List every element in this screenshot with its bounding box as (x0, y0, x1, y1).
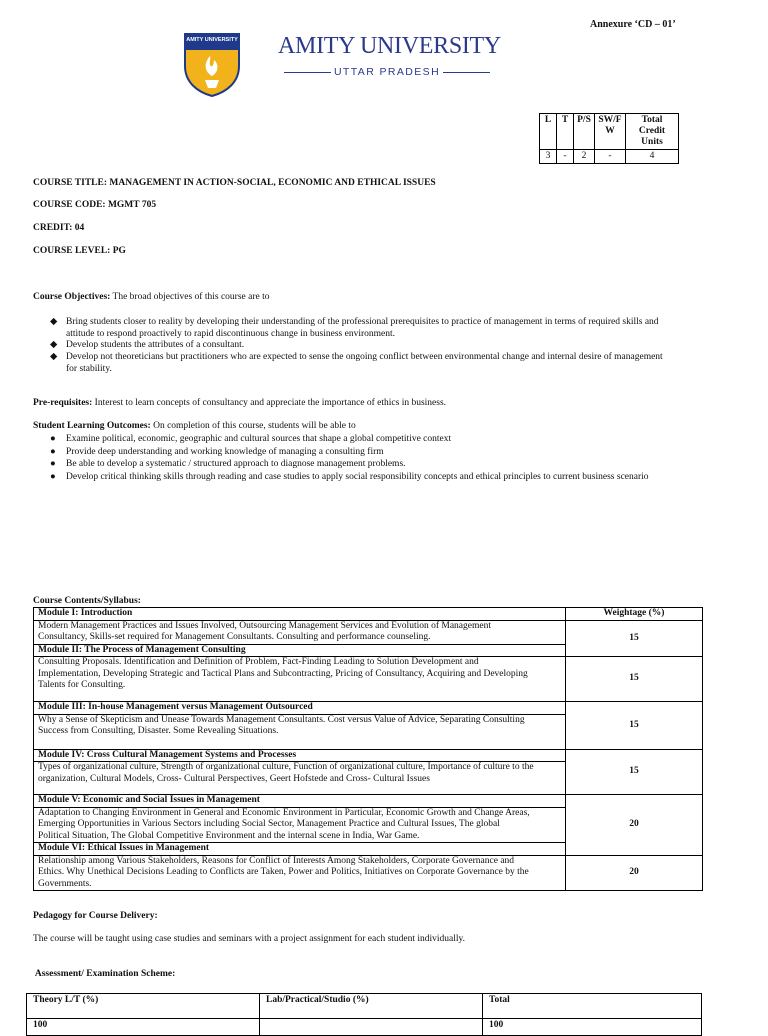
outcome-item: ● Examine political, economic, geographic and cultural sources that shape a global competitive context (50, 434, 452, 444)
course-level: COURSE LEVEL: PG (33, 246, 126, 256)
module-heading: Module IV: Cross Cultural Management Systems and Processes (34, 749, 566, 762)
module-weightage: 20 (566, 795, 703, 856)
round-bullet-icon: ● (50, 447, 56, 457)
module-content-row (34, 620, 703, 644)
assessment-value-theory: 100 (27, 1019, 260, 1036)
course-code: COURSE CODE: MGMT 705 (33, 200, 157, 210)
syllabus-title: Course Contents/Syllabus: (33, 596, 141, 606)
weightage-header: Weightage (%) (566, 608, 703, 621)
round-bullet-icon: ● (50, 459, 56, 469)
syllabus-table (33, 607, 703, 891)
assessment-header-theory: Theory L/T (%) (27, 994, 260, 1019)
module-heading-row (34, 795, 703, 808)
module-heading-row (34, 702, 703, 715)
university-name: AMITY UNIVERSITY (278, 33, 501, 59)
objective-item: ◆ Develop not theoreticians but practitioners who are expected to sense the ongoing conflict between environmental change and internal desire of management (50, 352, 663, 362)
module-content-row (34, 855, 703, 891)
module-weightage: 20 (566, 855, 703, 891)
round-bullet-icon: ● (50, 434, 56, 444)
objectives-intro: The broad objectives of this course are to (110, 292, 270, 302)
assessment-value-total: 100 (483, 1019, 702, 1036)
module-content: Modern Management Practices and Issues Involved, Outsourcing Management Services and Evolution of Management Consultancy, Skills-set required for Management Consultants. Consulting and performance counseling. (34, 620, 566, 644)
module-heading: Module I: Introduction (34, 608, 566, 621)
credit-value-t: - (557, 150, 574, 164)
outcomes-heading (33, 421, 356, 431)
outcome-item: ● Provide deep understanding and working knowledge of managing a consulting firm (50, 447, 384, 457)
module-heading: Module V: Economic and Social Issues in Management (34, 795, 566, 808)
outcome-item: ● Develop critical thinking skills through reading and case studies to apply social responsibility concepts and ethical principles to current business scenario (50, 472, 649, 482)
credit-header-row (540, 114, 679, 150)
module-content: Adaptation to Changing Environment in General and Economic Environment in Particular, Economic Growth and Change Areas, Emerging Opportunities in Various Sectors including Social Sector, Management Practice and Cultural Issues, The global Political Situation, The Global Competitive Environment and the internal scene in India, War Game. (34, 807, 566, 843)
assessment-title: Assessment/ Examination Scheme: (33, 969, 176, 979)
pedagogy-text: The course will be taught using case studies and seminars with a project assignment for each student individually. (33, 934, 466, 944)
location-rule-left (284, 72, 331, 73)
assessment-header-total: Total (483, 994, 702, 1019)
prerequisites (33, 398, 446, 408)
objective-item-continued: for stability. (66, 364, 112, 374)
module-content: Consulting Proposals. Identification and Definition of Problem, Fact-Finding Leading to Solution Development and Implementation, Developing Strategic and Tactical Plans and Subcontracting, Pricing of Consultancy, Acquiring and Developing Talents for Consulting. (34, 657, 566, 702)
module-heading: Module II: The Process of Management Consulting (34, 644, 566, 657)
diamond-bullet-icon: ◆ (50, 317, 58, 327)
pedagogy-title: Pedagogy for Course Delivery: (33, 911, 158, 921)
assessment-header-row (27, 994, 702, 1019)
prerequisites-text: Interest to learn concepts of consultancy and appreciate the importance of ethics in business. (92, 398, 447, 408)
university-crest-logo (183, 32, 241, 98)
assessment-table (26, 993, 702, 1036)
module-content: Why a Sense of Skepticism and Unease Towards Management Consultants. Cost versus Value of Advice, Separating Consulting Success from Consulting, Disaster. Some Revealing Situations. (34, 714, 566, 749)
course-credit: CREDIT: 04 (33, 223, 85, 233)
university-location: UTTAR PRADESH (333, 66, 441, 78)
outcomes-intro: On completion of this course, students will be able to (150, 421, 356, 431)
module-weightage: 15 (566, 657, 703, 702)
outcome-item: ● Be able to develop a systematic / structured approach to diagnose management problems. (50, 459, 406, 469)
diamond-bullet-icon: ◆ (50, 340, 58, 350)
objective-item-continued: attitude to respond proactively to rapid discontinuous change in business environment. (66, 329, 396, 339)
credit-header-t: T (557, 114, 574, 150)
objective-item: ◆ Bring students closer to reality by developing their understanding of the professional prerequisites to practice of management in terms of required skills and (50, 317, 659, 327)
credit-header-l: L (540, 114, 557, 150)
module-content: Types of organizational culture, Strength of organizational culture, Function of organizational culture, Importance of culture to the organization, Cultural Models, Cross- Cultural Perspectives, Geert Hofstede and Cross- Cultural Issues (34, 762, 566, 795)
assessment-value-lab (260, 1019, 483, 1036)
module-weightage: 15 (566, 702, 703, 750)
credit-value-total: 4 (626, 150, 679, 164)
credit-value-ps: 2 (574, 150, 595, 164)
module-content: Relationship among Various Stakeholders, Reasons for Conflict of Interests Among Stakeholders, Corporate Governance and Ethics. Why Unethical Decisions Leading to Conflicts are Taken, Power and Politics, Initiatives on Corporate Governance by the Governments. (34, 855, 566, 891)
objectives-heading (33, 292, 269, 302)
objective-item: ◆ Develop students the attributes of a consultant. (50, 340, 245, 350)
outcomes-label: Student Learning Outcomes: (33, 421, 151, 431)
round-bullet-icon: ● (50, 472, 56, 482)
university-location-row (284, 65, 490, 79)
location-rule-right (443, 72, 490, 73)
assessment-value-row (27, 1019, 702, 1036)
module-heading-row (34, 749, 703, 762)
prerequisites-label: Pre-requisites: (33, 398, 93, 408)
module-weightage: 15 (566, 620, 703, 657)
module-heading-row (34, 608, 703, 621)
annexure-label: Annexure ‘CD – 01’ (590, 19, 676, 30)
credit-header-swfw: SW/F W (595, 114, 626, 150)
credit-value-row (540, 150, 679, 164)
module-weightage: 15 (566, 749, 703, 795)
credit-value-swfw: - (595, 150, 626, 164)
svg-text:AMITY UNIVERSITY: AMITY UNIVERSITY (186, 37, 238, 43)
credit-header-ps: P/S (574, 114, 595, 150)
module-heading: Module III: In-house Management versus Management Outsourced (34, 702, 566, 715)
course-title: COURSE TITLE: MANAGEMENT IN ACTION-SOCIAL, ECONOMIC AND ETHICAL ISSUES (33, 178, 436, 188)
credit-units-table (539, 113, 679, 164)
module-heading: Module VI: Ethical Issues in Management (34, 843, 566, 856)
objectives-label: Course Objectives: (33, 292, 111, 302)
credit-header-total: Total Credit Units (626, 114, 679, 150)
diamond-bullet-icon: ◆ (50, 352, 58, 362)
credit-value-l: 3 (540, 150, 557, 164)
assessment-header-lab: Lab/Practical/Studio (%) (260, 994, 483, 1019)
module-content-row (34, 657, 703, 702)
